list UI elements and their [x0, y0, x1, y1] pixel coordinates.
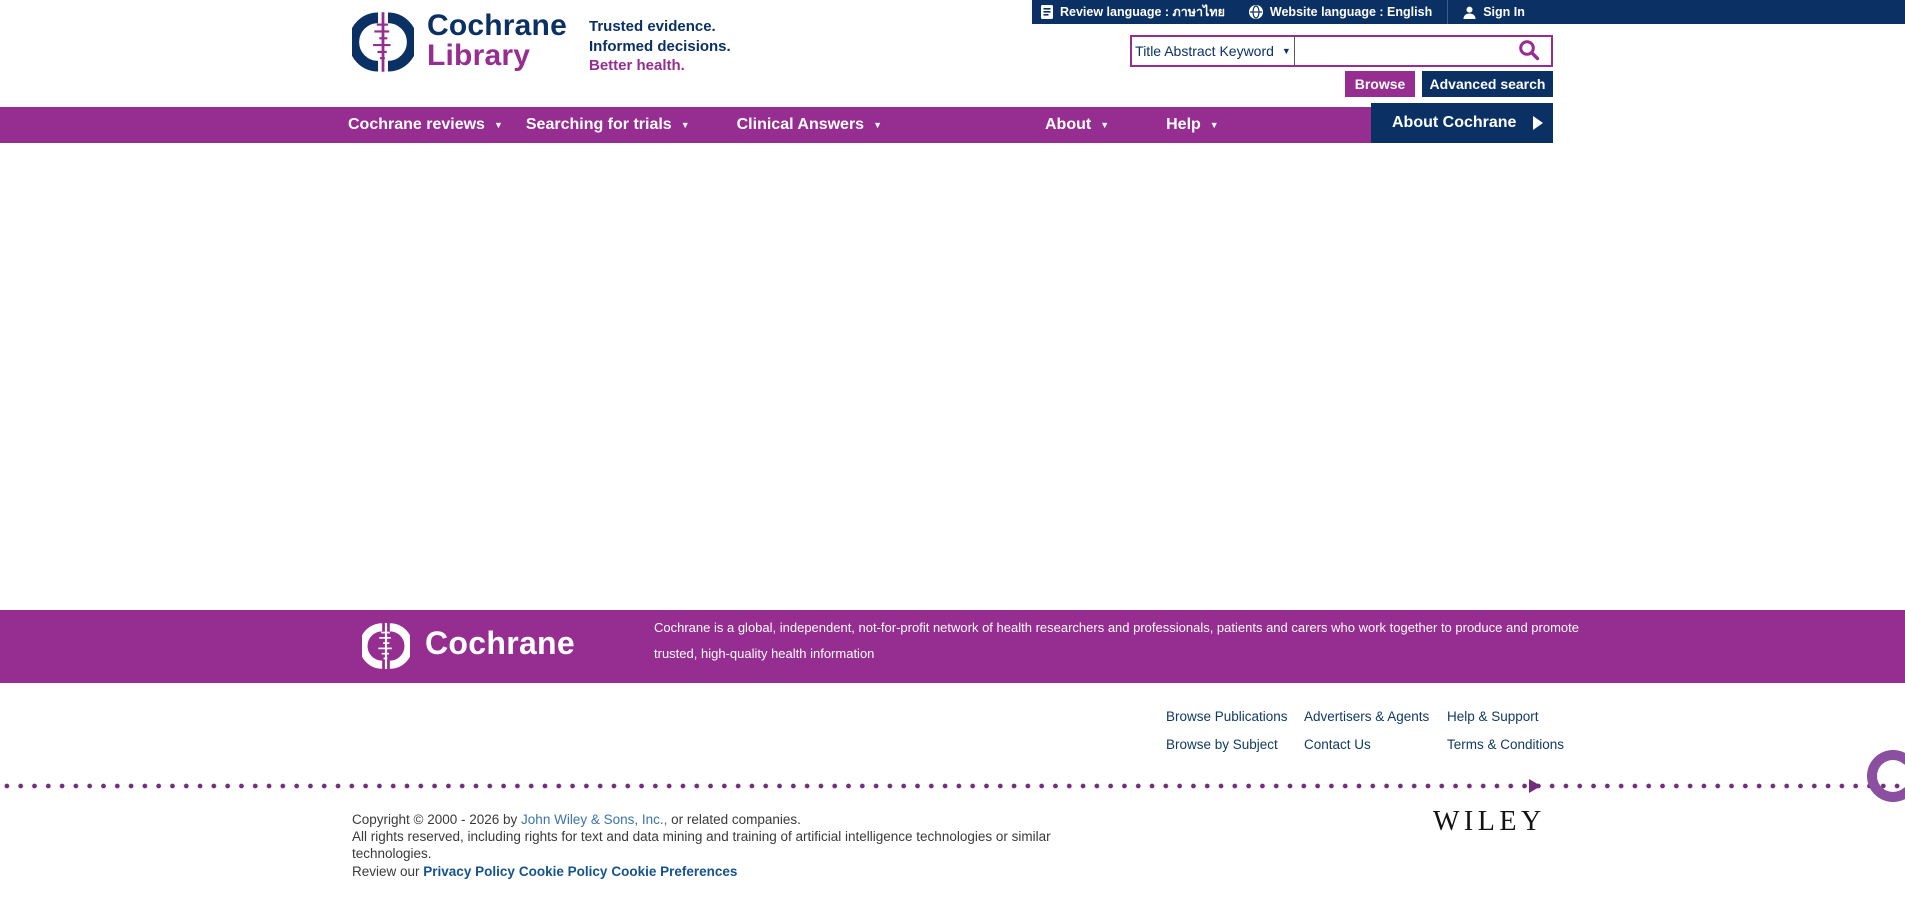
advanced-search-button[interactable]: Advanced search	[1422, 71, 1553, 97]
search-input[interactable]	[1295, 37, 1507, 65]
divider-arrow-icon	[1529, 779, 1541, 793]
nav-item-cochrane-reviews[interactable]	[348, 116, 503, 134]
topbar-divider	[1447, 0, 1448, 24]
cookie-policy-link[interactable]: Cookie Policy	[518, 863, 608, 879]
search-scope-value: Title Abstract Keyword	[1135, 43, 1274, 59]
chevron-down-icon: ▼	[873, 120, 882, 130]
nav-label: About	[1045, 116, 1092, 133]
nav-item-clinical-answers[interactable]	[737, 116, 882, 134]
publisher-link[interactable]: John Wiley & Sons, Inc.,	[521, 812, 668, 827]
chevron-down-icon: ▼	[493, 120, 503, 130]
copyright-line	[352, 811, 1051, 828]
copyright-suffix: or related companies.	[667, 812, 801, 827]
arrow-right-icon	[1533, 116, 1543, 130]
rights-line1: All rights reserved, including rights for text and data mining and training of artificial intelligence technologies or similar	[352, 829, 1051, 845]
footer-link-advertisers-agents[interactable]: Advertisers & Agents	[1304, 709, 1430, 724]
footer-links	[1166, 709, 1564, 752]
search-scope-dropdown[interactable]	[1132, 37, 1295, 65]
document-icon	[1041, 5, 1053, 19]
legal-block	[352, 811, 1051, 880]
nav-label: Cochrane reviews	[348, 116, 485, 133]
nav-item-searching-for-trials[interactable]	[526, 116, 690, 134]
review-language-selector[interactable]	[1041, 2, 1225, 22]
tagline-line1: Trusted evidence.	[589, 18, 716, 35]
chevron-down-icon: ▼	[1100, 120, 1110, 130]
nav-label: Help	[1166, 116, 1201, 133]
footer-description	[654, 615, 1579, 666]
main-nav	[0, 107, 1553, 143]
logo-title: Cochrane	[427, 9, 567, 42]
review-prefix: Review our	[352, 863, 424, 879]
review-language-label: Review language : ภาษาไทย	[1060, 5, 1225, 19]
rights-line2: technologies.	[352, 846, 432, 862]
privacy-policy-link[interactable]: Privacy Policy	[423, 863, 515, 879]
website-language-selector[interactable]	[1249, 5, 1432, 19]
divider-ring-icon	[1867, 750, 1905, 802]
top-utility-bar	[1032, 0, 1905, 24]
policy-line	[352, 863, 1051, 880]
search-box	[1130, 35, 1553, 67]
footer-link-contact-us[interactable]: Contact Us	[1304, 737, 1371, 752]
chevron-down-icon: ▼	[1209, 120, 1219, 130]
footer-link-help-support[interactable]: Help & Support	[1447, 709, 1539, 724]
wiley-logo[interactable]: WILEY	[1433, 806, 1546, 837]
footer-description-line2: trusted, high-quality health information	[654, 645, 875, 661]
footer-brand-text: Cochrane	[425, 625, 575, 661]
footer-description-line1: Cochrane is a global, independent, not-for-profit network of health researchers and professionals, patients and carers who work together to produce and promote	[654, 620, 1579, 635]
nav-item-about[interactable]	[1045, 116, 1109, 134]
search-submit-button[interactable]	[1507, 37, 1551, 65]
nav-label: Clinical Answers	[736, 116, 865, 133]
tagline	[589, 17, 731, 76]
cochrane-library-logo[interactable]	[352, 9, 567, 80]
footer-link-browse-publications[interactable]: Browse Publications	[1166, 709, 1288, 724]
copyright-prefix: Copyright © 2000 - 2026 by	[352, 812, 522, 827]
about-cochrane-button[interactable]	[1371, 103, 1553, 143]
logo-subtitle: Library	[427, 39, 531, 72]
sign-in-label: Sign In	[1483, 5, 1525, 19]
browse-button[interactable]: Browse	[1345, 71, 1415, 97]
cochrane-footer-logo	[362, 619, 410, 673]
nav-label: Searching for trials	[525, 116, 672, 133]
tagline-line2: Informed decisions.	[589, 37, 731, 55]
tagline-line3: Better health.	[589, 57, 685, 74]
footer-link-terms-conditions[interactable]: Terms & Conditions	[1447, 737, 1565, 752]
cochrane-logo-icon	[352, 9, 414, 80]
dotted-divider	[0, 783, 1905, 789]
search-icon	[1518, 39, 1540, 64]
person-icon	[1463, 6, 1476, 19]
sign-in-button[interactable]	[1463, 5, 1525, 19]
cookie-preferences-link[interactable]: Cookie Preferences	[611, 863, 738, 879]
chevron-down-icon: ▼	[680, 120, 690, 130]
about-cochrane-label: About Cochrane	[1392, 114, 1517, 131]
footer-link-browse-by-subject[interactable]: Browse by Subject	[1166, 737, 1278, 752]
chevron-down-icon: ▼	[1281, 46, 1291, 56]
nav-item-help[interactable]	[1166, 116, 1219, 134]
globe-icon	[1249, 5, 1263, 19]
website-language-label: Website language : English	[1269, 5, 1433, 19]
